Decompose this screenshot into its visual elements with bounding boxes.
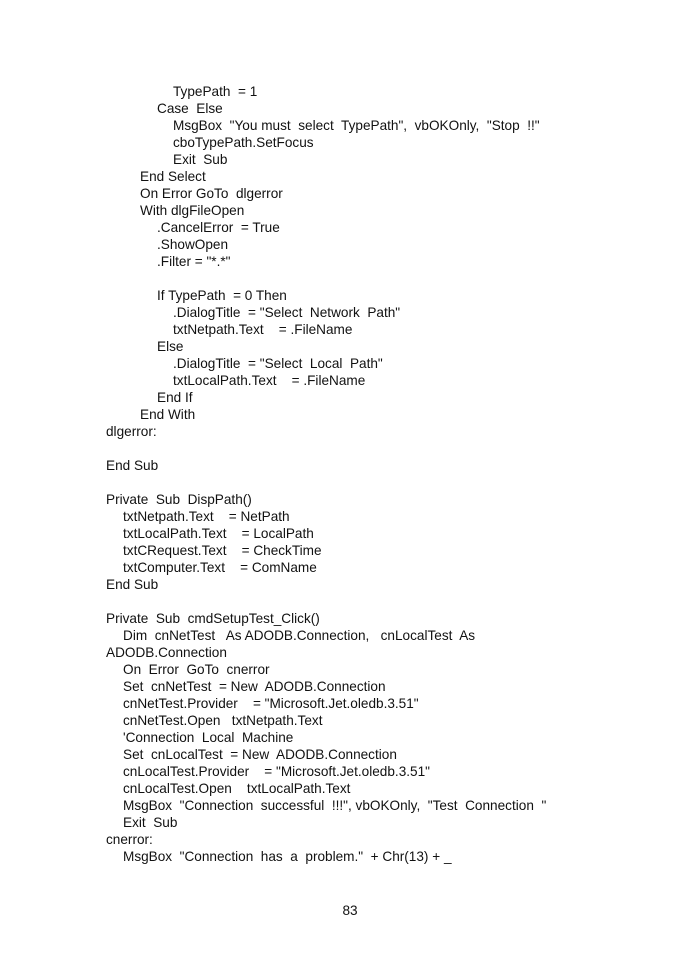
code-line: .Filter = "*.*" [157, 254, 231, 269]
code-line: .DialogTitle = "Select Network Path" [173, 305, 401, 320]
code-line: End Sub [106, 458, 159, 473]
code-line: txtComputer.Text = ComName [123, 560, 317, 575]
code-line: MsgBox "You must select TypePath", vbOKOnly, "Stop !!" [173, 118, 540, 133]
code-line: Set cnLocalTest = New ADODB.Connection [123, 747, 397, 762]
code-line: .DialogTitle = "Select Local Path" [173, 356, 383, 371]
code-line: cnerror: [106, 832, 153, 847]
code-line: cnLocalTest.Provider = "Microsoft.Jet.oledb.3.51" [123, 764, 430, 779]
code-line: txtCRequest.Text = CheckTime [123, 543, 322, 558]
code-line: If TypePath = 0 Then [157, 288, 287, 303]
code-line: On Error GoTo cnerror [123, 662, 270, 677]
code-line: cnNetTest.Provider = "Microsoft.Jet.oledb.3.51" [123, 696, 419, 711]
code-line: Else [157, 339, 184, 354]
code-line: txtLocalPath.Text = LocalPath [123, 526, 314, 541]
code-line: ADODB.Connection [106, 645, 227, 660]
code-line: MsgBox "Connection has a problem." + Chr(13) + _ [123, 849, 452, 864]
code-line: .CancelError = True [157, 220, 280, 235]
code-line: With dlgFileOpen [140, 203, 245, 218]
code-line: Exit Sub [123, 815, 178, 830]
code-line: End With [140, 407, 196, 422]
code-line: End If [157, 390, 193, 405]
code-line: Case Else [157, 101, 223, 116]
code-line: Dim cnNetTest As ADODB.Connection, cnLocalTest As [123, 628, 476, 643]
code-line: On Error GoTo dlgerror [140, 186, 283, 201]
code-line: Exit Sub [173, 152, 228, 167]
code-line [106, 474, 666, 491]
code-line: Private Sub DispPath() [106, 492, 252, 507]
code-line: Set cnNetTest = New ADODB.Connection [123, 679, 386, 694]
code-line: Private Sub cmdSetupTest_Click() [106, 611, 320, 626]
code-line [106, 593, 666, 610]
code-line: cboTypePath.SetFocus [173, 135, 314, 150]
code-line [106, 270, 666, 287]
code-line: TypePath = 1 [173, 84, 258, 99]
page-number: 83 [342, 903, 358, 918]
code-line: txtNetpath.Text = .FileName [173, 322, 353, 337]
code-line: 'Connection Local Machine [123, 730, 294, 745]
code-listing [106, 83, 666, 865]
code-line: MsgBox "Connection successful !!!", vbOKOnly, "Test Connection " [123, 798, 547, 813]
code-line [106, 440, 666, 457]
code-line: cnLocalTest.Open txtLocalPath.Text [123, 781, 351, 796]
code-line: cnNetTest.Open txtNetpath.Text [123, 713, 323, 728]
code-line: txtNetpath.Text = NetPath [123, 509, 290, 524]
code-line: dlgerror: [106, 424, 157, 439]
code-line: End Select [140, 169, 206, 184]
code-line: .ShowOpen [157, 237, 229, 252]
code-line: End Sub [106, 577, 159, 592]
code-line: txtLocalPath.Text = .FileName [173, 373, 366, 388]
